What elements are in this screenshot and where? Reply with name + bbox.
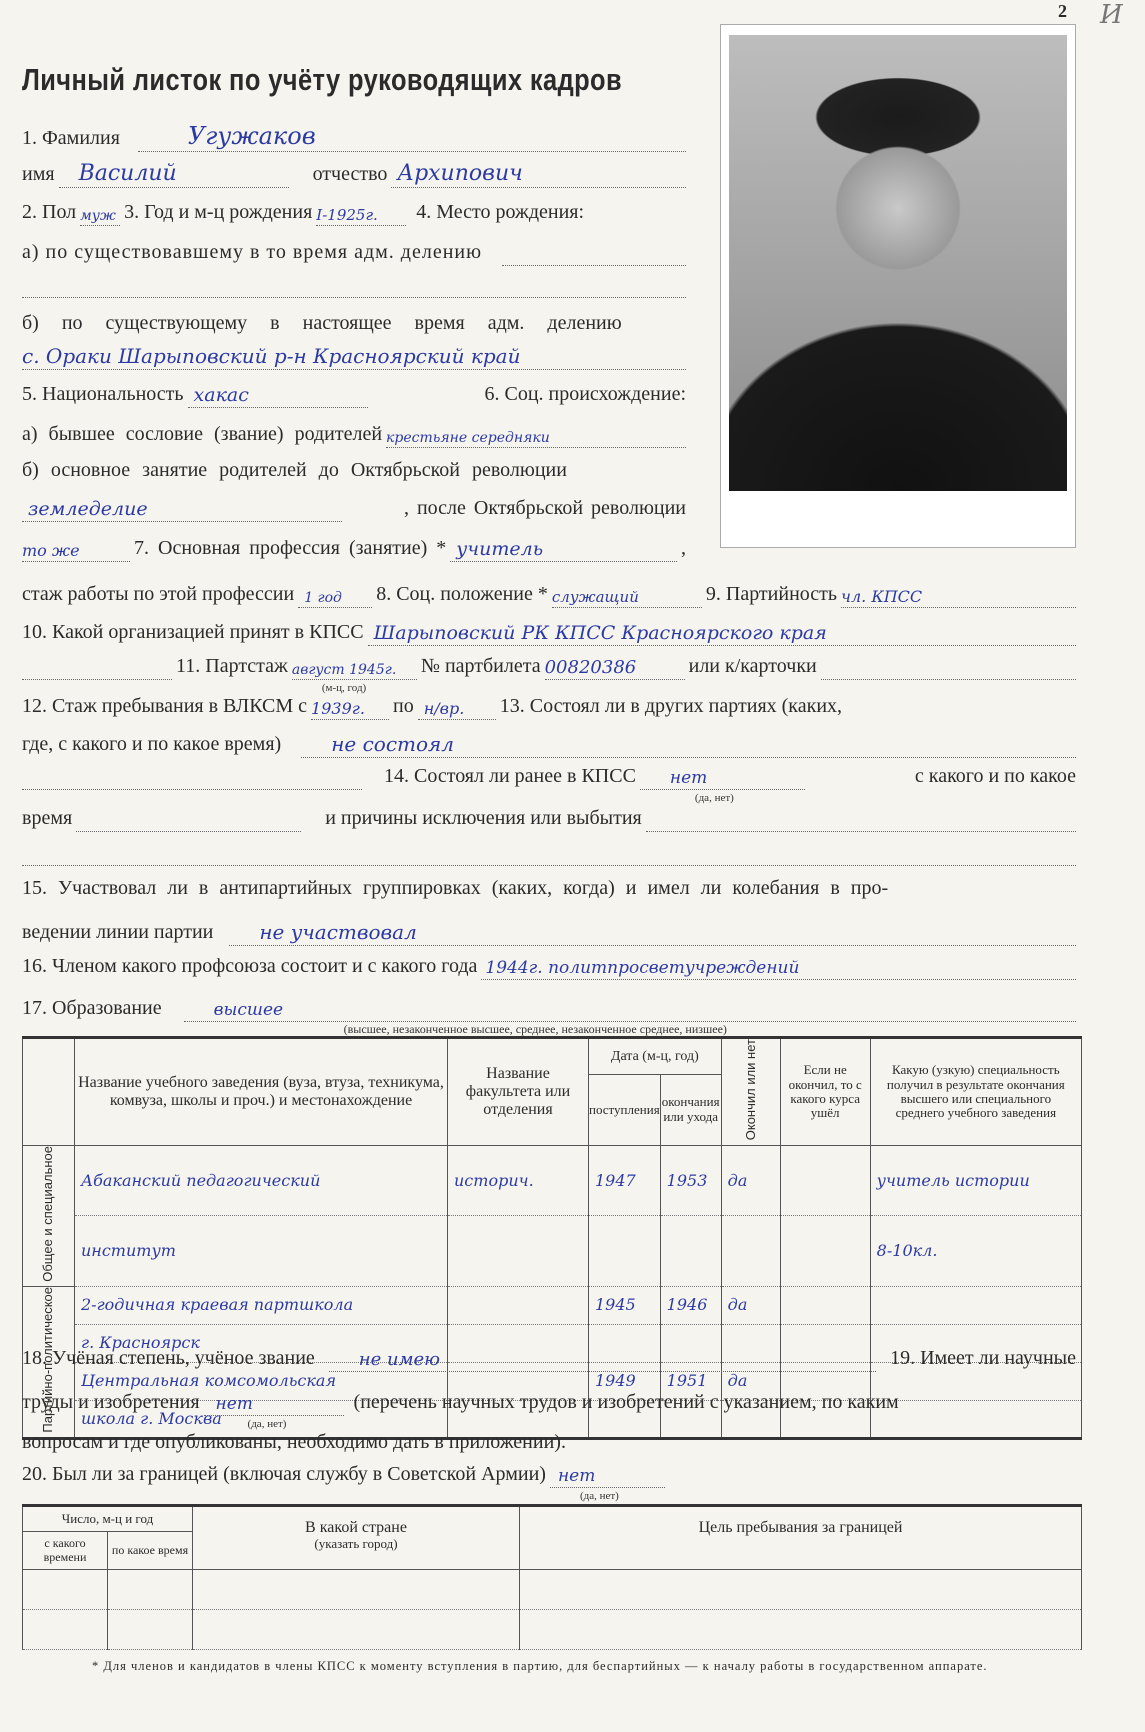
works-field[interactable] [204, 1390, 344, 1430]
label: вопросам и где опубликованы, необходимо дать в приложении). [22, 1431, 566, 1453]
label: 3. Год и м-ц рождения [124, 201, 313, 223]
value: с. Ораки Шарыповский р-н Красноярский край [22, 344, 521, 368]
cell-exit[interactable]: 1951 [660, 1362, 721, 1400]
value: чл. КПСС [841, 587, 923, 606]
birthplace-b-value-row [22, 340, 690, 370]
header-entry: поступления [589, 1074, 661, 1145]
page-number: 2 [1058, 1, 1067, 21]
degree-row [22, 1342, 1080, 1372]
cell-specialty[interactable]: 8-10кл. [870, 1216, 1081, 1287]
label: 8. Соц. положение * [376, 583, 548, 605]
nationality-row [22, 378, 690, 408]
earlier-cpsu-row [22, 760, 1080, 804]
label: ведении линии партии [22, 921, 214, 943]
table-row [23, 1145, 1082, 1216]
cell-dropped[interactable] [780, 1216, 870, 1287]
blank-row [22, 836, 1080, 866]
profession-field[interactable] [450, 536, 677, 562]
cell-faculty[interactable] [448, 1216, 589, 1287]
birth-value: I-1925г. [316, 206, 378, 224]
label: отчество [312, 163, 388, 185]
education-table [22, 1036, 1082, 1440]
abroad-table [22, 1504, 1082, 1650]
degree-field[interactable] [329, 1346, 876, 1372]
header-to: по какое время [108, 1532, 193, 1570]
earlier-cpsu-field[interactable] [640, 764, 805, 804]
hint: (да, нет) [247, 1418, 287, 1430]
label: 5. Национальность [22, 383, 184, 405]
header-from: с какого времени [23, 1532, 108, 1570]
label: стаж работы по этой профессии [22, 583, 295, 605]
portrait-photo [720, 24, 1076, 548]
cell-faculty[interactable] [448, 1286, 589, 1324]
value: 1 год [304, 590, 342, 606]
header-institution: Название учебного заведения (вуза, втуза, техникума, комвуза, школы и проч.) и местонахождение [75, 1038, 448, 1146]
candidate-card-field[interactable] [821, 654, 1076, 680]
label: (перечень научных трудов и изобретений с указанием, по каким [353, 1391, 899, 1413]
birthplace-b-row [22, 307, 690, 337]
occupation-before-row [22, 454, 690, 484]
birth-field[interactable] [316, 200, 406, 226]
value: Шарыповский РК КПСС Красноярского края [373, 622, 827, 644]
social-status-field[interactable] [552, 582, 702, 608]
label: 16. Членом какого профсоюза состоит и с какого года [22, 955, 478, 977]
hint: (м-ц, год) [321, 682, 367, 694]
table-row [23, 1286, 1082, 1324]
cell-specialty[interactable]: учитель истории [870, 1145, 1081, 1216]
label: где, с какого и по какое время) [22, 733, 282, 755]
cell-dropped[interactable] [780, 1145, 870, 1216]
header-country-hint: (указать город) [314, 1535, 398, 1551]
header-dropped: Если не окончил, то с какого курса ушёл [780, 1038, 870, 1146]
organization-field[interactable] [368, 620, 1076, 646]
vlksm-to-field[interactable] [418, 694, 496, 720]
value: земледелие [28, 498, 148, 520]
header-finished: Окончил или нет [742, 1039, 758, 1141]
group-label-text: Общее и специальное [40, 1145, 56, 1282]
table-row [23, 1216, 1082, 1287]
stazh-field[interactable] [298, 582, 372, 608]
label: б) по существующему в настоящее время адм. делению [22, 312, 622, 334]
value: нет [669, 768, 708, 788]
sex-birth-row [22, 196, 690, 226]
other-parties-row [22, 728, 1080, 758]
cell[interactable] [23, 1610, 108, 1650]
partstazh-row [22, 650, 1080, 694]
time-field[interactable] [76, 806, 301, 832]
label: а) бывшее сословие (звание) родителей [22, 423, 383, 445]
value: то же [22, 541, 80, 560]
hint: (да, нет) [579, 1490, 619, 1502]
label: время [22, 807, 73, 829]
hint: (высшее, незаконченное высшее, среднее, незаконченное среднее, низшее) [343, 1022, 727, 1036]
cell-finished[interactable]: да [721, 1286, 780, 1324]
party-field[interactable] [841, 582, 1076, 608]
header-date: Число, м-ц и год [23, 1506, 193, 1532]
name-field[interactable] [59, 162, 289, 188]
photo-image [729, 35, 1067, 491]
corner-mark: И [1100, 0, 1123, 30]
group-label [23, 1145, 75, 1286]
label: 18. Учёная степень, учёное звание [22, 1347, 315, 1369]
cell-exit[interactable]: 1953 [660, 1145, 721, 1216]
party-card-field[interactable] [545, 654, 685, 680]
cell[interactable] [108, 1570, 193, 1610]
value: крестьяне середняки [386, 430, 550, 446]
label: имя [22, 163, 55, 185]
value: не имею [358, 1349, 441, 1370]
label: с какого и по какое [914, 765, 1076, 787]
value: не состоял [331, 732, 454, 756]
abroad-field[interactable] [550, 1462, 665, 1502]
blank-field[interactable] [22, 272, 686, 298]
cell[interactable] [23, 1570, 108, 1610]
value: н/вр. [423, 699, 465, 718]
value: нет [557, 1466, 596, 1486]
patronymic-field[interactable] [391, 162, 686, 188]
cell[interactable] [520, 1610, 1082, 1650]
value: не участвовал [259, 920, 417, 944]
cell-exit[interactable] [660, 1216, 721, 1287]
label: 12. Стаж пребывания в ВЛКСМ с [22, 695, 308, 717]
exclusion-row [22, 802, 1080, 832]
birthplace-old-field[interactable] [502, 240, 686, 266]
cell-entry[interactable]: 1945 [589, 1286, 661, 1324]
antiparty-value-row [22, 916, 1080, 946]
birthplace-a-row [22, 236, 690, 266]
header-purpose: Цель пребывания за границей [520, 1506, 1082, 1570]
value: учитель [456, 538, 544, 560]
header-date: Дата (м-ц, год) [589, 1038, 722, 1075]
cell-institution[interactable]: 2-годичная краевая партшкола [75, 1286, 448, 1324]
label: 6. Соц. происхождение: [484, 383, 686, 405]
antiparty-field[interactable] [229, 920, 1076, 946]
label: и причины исключения или выбытия [325, 807, 642, 829]
occupation-value-row [22, 492, 690, 522]
label: 19. Имеет ли научные [890, 1347, 1076, 1369]
label: труды и изобретения [22, 1391, 200, 1413]
estate-row [22, 418, 690, 448]
vlksm-from-field[interactable] [311, 694, 389, 720]
occupation-before-field[interactable] [22, 496, 342, 522]
header-faculty: Название факультета или отделения [448, 1038, 589, 1146]
blank-field[interactable] [22, 764, 362, 790]
cell-entry[interactable]: 1949 [589, 1362, 661, 1400]
cell[interactable] [193, 1570, 520, 1610]
cell-entry[interactable] [589, 1216, 661, 1287]
cell[interactable] [108, 1610, 193, 1650]
cell-institution[interactable]: г. Красноярск [75, 1324, 448, 1362]
name-row [22, 158, 690, 188]
cell[interactable] [520, 1570, 1082, 1610]
form-title: Личный листок по учёту руководящих кадров [22, 62, 623, 97]
value: 00820386 [544, 657, 637, 678]
stazh-row [22, 578, 1080, 608]
cell-institution[interactable]: институт [75, 1216, 448, 1287]
antiparty-row [22, 872, 1080, 902]
value: 1944г. политпросветучреждений [485, 958, 800, 978]
label: № партбилета [420, 655, 541, 677]
partstazh-field[interactable] [291, 654, 417, 694]
sex-value: муж [80, 208, 116, 224]
label: б) основное занятие родителей до Октябрьской революции [22, 459, 567, 481]
group-label-text: Партийно-политическое [40, 1286, 56, 1433]
surname-field[interactable] [138, 122, 686, 152]
label: по [393, 695, 414, 717]
other-parties-field[interactable] [301, 732, 1076, 758]
hint: (да, нет) [694, 792, 734, 804]
footnote: * Для членов и кандидатов в члены КПСС к моменту вступления в партию, для беспартийных — к началу работы в государственном аппарате. [92, 1659, 988, 1673]
sex-field[interactable] [80, 200, 120, 226]
label: 4. Место рождения: [416, 201, 585, 223]
label: 14. Состоял ли ранее в КПСС [384, 765, 636, 787]
profession-row: то же 7. Основная профессия (занятие) * учитель , [22, 537, 686, 560]
cell[interactable] [193, 1610, 520, 1650]
header-country: В какой стране [305, 1519, 407, 1536]
label: 15. Участвовал ли в антипартийных группировках (каких, когда) и имел ли колебания в про- [22, 877, 889, 899]
union-row [22, 950, 1080, 980]
cell-finished[interactable] [721, 1216, 780, 1287]
birthplace-current-field[interactable] [22, 344, 686, 370]
patronymic-value: Архипович [397, 161, 523, 186]
name-value: Василий [78, 161, 177, 186]
organization-row [22, 616, 1080, 646]
label: 1. Фамилия [22, 127, 120, 149]
label: 7. Основная профессия (занятие) * [134, 537, 447, 559]
blank-field[interactable] [22, 840, 1076, 866]
value: служащий [551, 588, 639, 606]
label: или к/карточки [688, 655, 817, 677]
cell-finished[interactable]: да [721, 1145, 780, 1216]
header-exit: окончания или ухода [660, 1074, 721, 1145]
cell-dropped[interactable] [780, 1286, 870, 1324]
label: , после Октябрьской революции [403, 497, 686, 519]
union-field[interactable] [481, 954, 1076, 980]
label: 13. Состоял ли в других партиях (каких, [499, 695, 843, 717]
cell-specialty[interactable] [870, 1286, 1081, 1324]
value: хакас [193, 384, 249, 406]
reason-field[interactable] [646, 806, 1076, 832]
label: а) по существовавшему в то время адм. делению [22, 241, 483, 263]
label: 9. Партийность [705, 583, 838, 605]
label: 20. Был ли за границей (включая службу в Советской Армии) [22, 1463, 546, 1485]
blank-field[interactable] [22, 654, 172, 680]
cell-institution[interactable]: школа г. Москва [75, 1400, 448, 1438]
abroad-row [22, 1458, 1080, 1502]
surname-value: Угужаков [187, 122, 316, 150]
value: нет [215, 1394, 253, 1414]
occupation-after-field[interactable] [22, 536, 130, 562]
education-field[interactable] [184, 996, 1076, 1036]
cell-finished[interactable]: да [721, 1362, 780, 1400]
group-header [23, 1038, 75, 1146]
blank-row [22, 268, 690, 298]
value: 1939г. [311, 699, 365, 718]
cell-faculty[interactable]: историч. [448, 1145, 589, 1216]
nationality-field[interactable] [188, 382, 368, 408]
cell-institution[interactable]: Абаканский педагогический [75, 1145, 448, 1216]
label: 10. Какой организацией принят в КПСС [22, 621, 364, 643]
label: 2. Пол [22, 201, 77, 223]
label: 17. Образование [22, 997, 162, 1019]
works-note-row [22, 1426, 1080, 1456]
education-row [22, 992, 1080, 1036]
label: 11. Партстаж [176, 655, 288, 677]
estate-field[interactable] [386, 422, 686, 448]
vlksm-row [22, 690, 1080, 720]
cell-institution[interactable]: Центральная комсомольская [75, 1362, 448, 1400]
surname-row [22, 122, 690, 152]
header-specialty: Какую (узкую) специальность получил в результате окончания высшего или специального среднего учебного заведения [870, 1038, 1081, 1146]
value: высшее [213, 1000, 284, 1020]
cell-exit[interactable]: 1946 [660, 1286, 721, 1324]
cell-entry[interactable]: 1947 [589, 1145, 661, 1216]
value: август 1945г. [291, 662, 397, 678]
